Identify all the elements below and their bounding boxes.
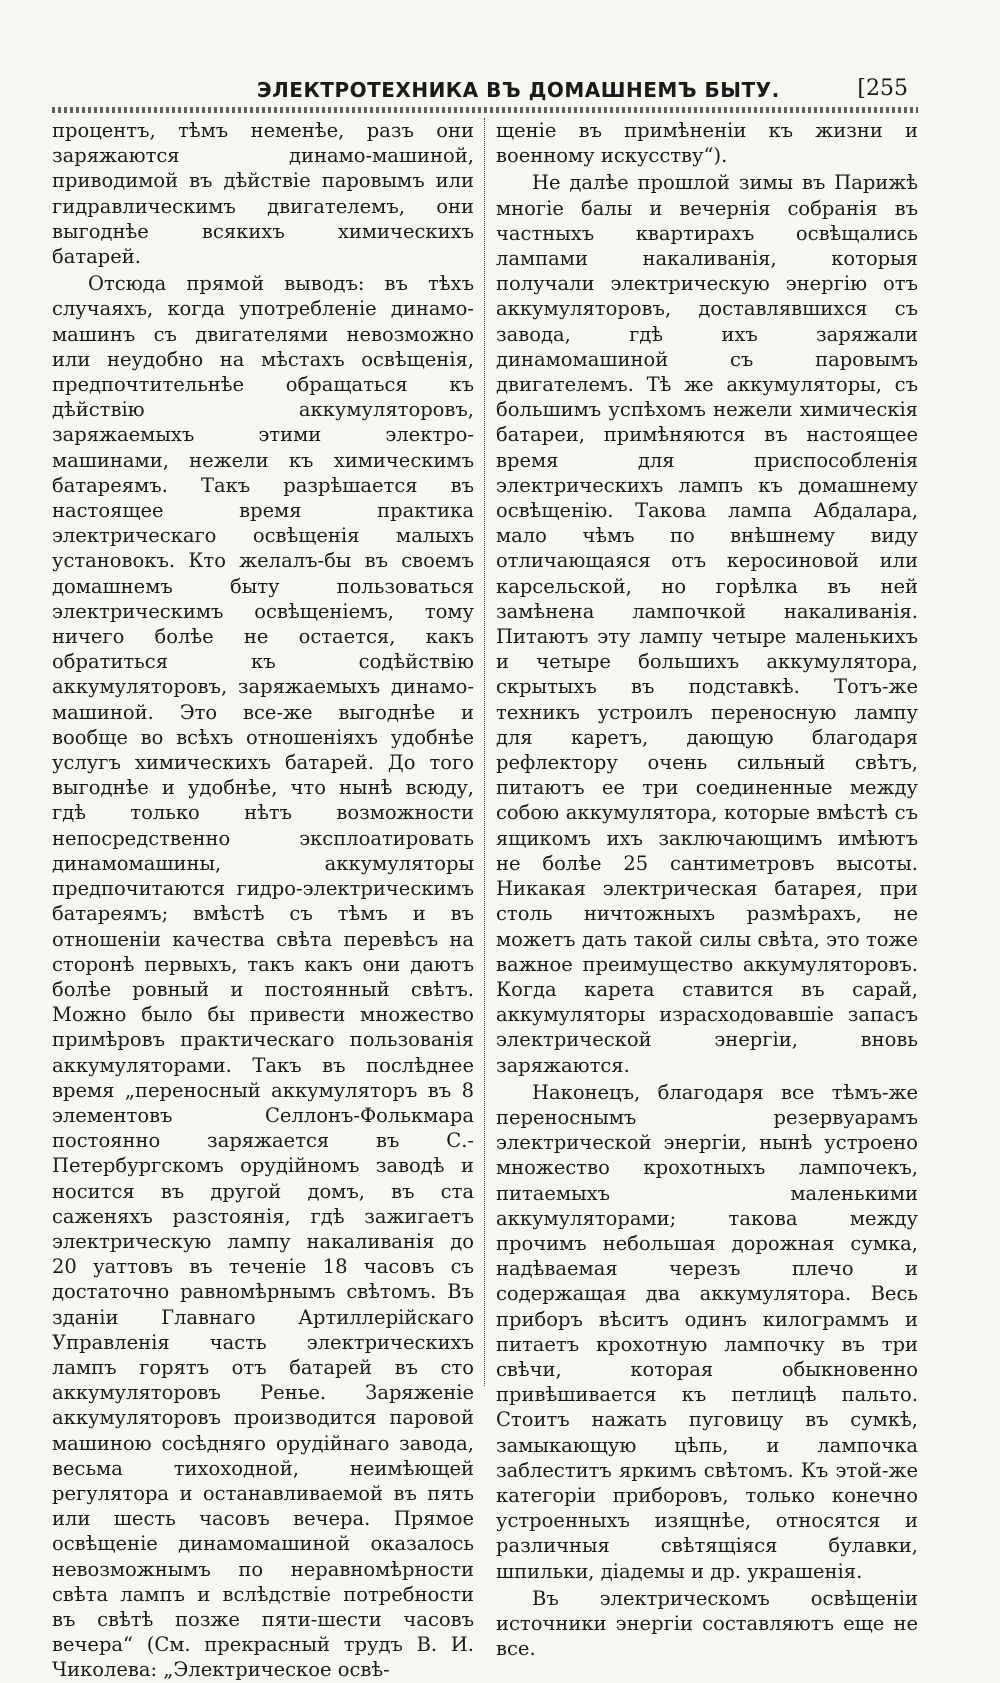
left-paragraph-2: Отсюда прямой выводъ: въ тѣхъ случаяхъ, когда употребленіе динамо-машинъ съ двигателями невозможно или неудобно на мѣстахъ освѣщенія, предпочтительнѣе обращаться къ дѣйствію аккумуляторовъ, заряжаемыхъ этими электро-машинами, нежели къ химическимъ батареямъ. Такъ разрѣшается въ настоящее время практика электрическаго освѣщенія малыхъ установокъ. Кто желалъ-бы въ своемъ домашнемъ быту пользоваться электрическимъ освѣщеніемъ, тому ничего болѣе не остается, какъ обратиться къ содѣйствію аккумуляторовъ, заряжаемыхъ динамо-машиной. Это все-же выгоднѣе и вообще во всѣхъ отношеніяхъ удобнѣе услугъ химическихъ батарей. До того выгоднѣе и удобнѣе, что нынѣ всюду, гдѣ только нѣтъ возможности непосредственно эксплоатировать динамомашины, аккумуляторы предпочитаются гидро-электрическимъ батареямъ; вмѣстѣ съ тѣмъ и въ отношеніи качества свѣта перевѣсъ на сторонѣ первыхъ, такъ какъ они даютъ болѣе ровный и постоянный свѣтъ. Можно было бы привести множество примѣровъ практическаго пользованія аккумуляторами. Такъ въ послѣднее время „переносный аккумуляторъ въ 8 элементовъ Селлонъ-Фолькмара постоянно заряжается въ С.-Петербургскомъ орудійномъ заводѣ и носится въ другой домъ, въ ста саженяхъ разстоянія, гдѣ зажигаетъ электрическую лампу накаливанія до 20 уаттовъ въ теченіе 18 часовъ съ достаточно равномѣрнымъ свѣтомъ. Въ зданіи Главнаго Артиллерійскаго Управленія часть электрическихъ лампъ горятъ отъ батарей въ сто аккумуляторовъ Реньe. Заряженіе аккумуляторовъ производится паровой машиною сосѣдняго орудійнаго завода, весьма тихоходной, неимѣющей регулятора и останавливаемой въ пять или шесть часовъ вечера. Прямое освѣщеніе динамомашиной оказалось невозможнымъ по неравномѣрности свѣта лампъ и вслѣдствіе потребности въ свѣтѣ позже пяти-шести часовъ вечера“ (См. прекрасный трудъ В. И. Чиколева: „Электрическое освѣ- [52,272,474,1682]
left-paragraph-1: процентъ, тѣмъ неменѣе, разъ они заряжаются динамо-машиной, приводимой въ дѣйствіе паровымъ или гидравлическимъ двигателемъ, они выгоднѣе всякихъ химическихъ батарей. [52,119,474,269]
right-paragraph-3: Наконецъ, благодаря все тѣмъ-же переноснымъ резервуарамъ электрической энергіи, нынѣ устроено множество крохотныхъ лампочекъ, питаемыхъ маленькими аккумуляторами; такова между прочимъ небольшая дорожная сумка, надѣваемая черезъ плечо и содержащая два аккумулятора. Весь приборъ вѣситъ одинъ килограммъ и питаетъ крохотную лампочку въ три свѣчи, которая обыкновенно привѣшивается къ петлицѣ пальто. Стоитъ нажать пуговицу въ сумкѣ, замыкающую цѣпь, и лампочка заблеститъ яркимъ свѣтомъ. Къ этой-же категоріи приборовъ, только конечно устроенныхъ изящнѣе, относятся и различныя свѣтящіяся булавки, шпильки, діадемы и др. украшенія. [496,1080,918,1583]
right-paragraph-2: Не далѣе прошлой зимы въ Парижѣ многіе балы и вечернія собранія въ частныхъ квартирахъ освѣщались лампами накаливанія, которыя получали электрическую энергію отъ аккумуляторовъ, доставлявшихся съ завода, гдѣ ихъ заряжали динамомашиной съ паровымъ двигателемъ. Тѣ же аккумуляторы, съ большимъ успѣхомъ нежели химическія батареи, примѣняются въ настоящее время для приспособленія электрическихъ лампъ къ домашнему освѣщенію. Такова лампа Абдалара, мало чѣмъ по внѣшнему виду отличающаяся отъ керосиновой или карсельской, но горѣлка въ ней замѣнена лампочкой накаливанія. Питаютъ эту лампу четыре маленькихъ и четыре большихъ аккумулятора, скрытыхъ въ подставкѣ. Тотъ-же техникъ устроилъ переносную лампу для каретъ, дающую благодаря рефлектору очень сильный свѣтъ, питаютъ ее три соединенные между собою аккумулятора, которые вмѣстѣ съ ящикомъ ихъ заключающимъ имѣютъ не болѣе 25 сантиметровъ высоты. Никакая электрическая батарея, при столь ничтожныхъ размѣрахъ, не можетъ дать такой силы свѣта, это тоже важное преимущество аккумуляторовъ. Когда карета ставится въ сарай, аккумуляторы израсходовавшіе запасъ электрической энергіи, вновь заряжаются. [496,171,918,1077]
header-divider [52,107,918,113]
page-header [52,66,918,102]
right-paragraph-4: Въ электрическомъ освѣщеніи источники энергіи составляютъ еще не все. [496,1586,918,1661]
text-columns [52,118,918,1682]
column-divider [484,118,485,1386]
right-column [486,118,918,1683]
page-number: [255 [857,76,908,101]
running-title: ЭЛЕКТРОТЕХНИКА ВЪ ДОМАШНЕМЪ БЫТУ. [257,78,780,102]
page [52,66,918,1682]
left-column [52,118,484,1683]
right-paragraph-1: щеніе въ примѣненіи къ жизни и военному искусству“). [496,119,918,168]
